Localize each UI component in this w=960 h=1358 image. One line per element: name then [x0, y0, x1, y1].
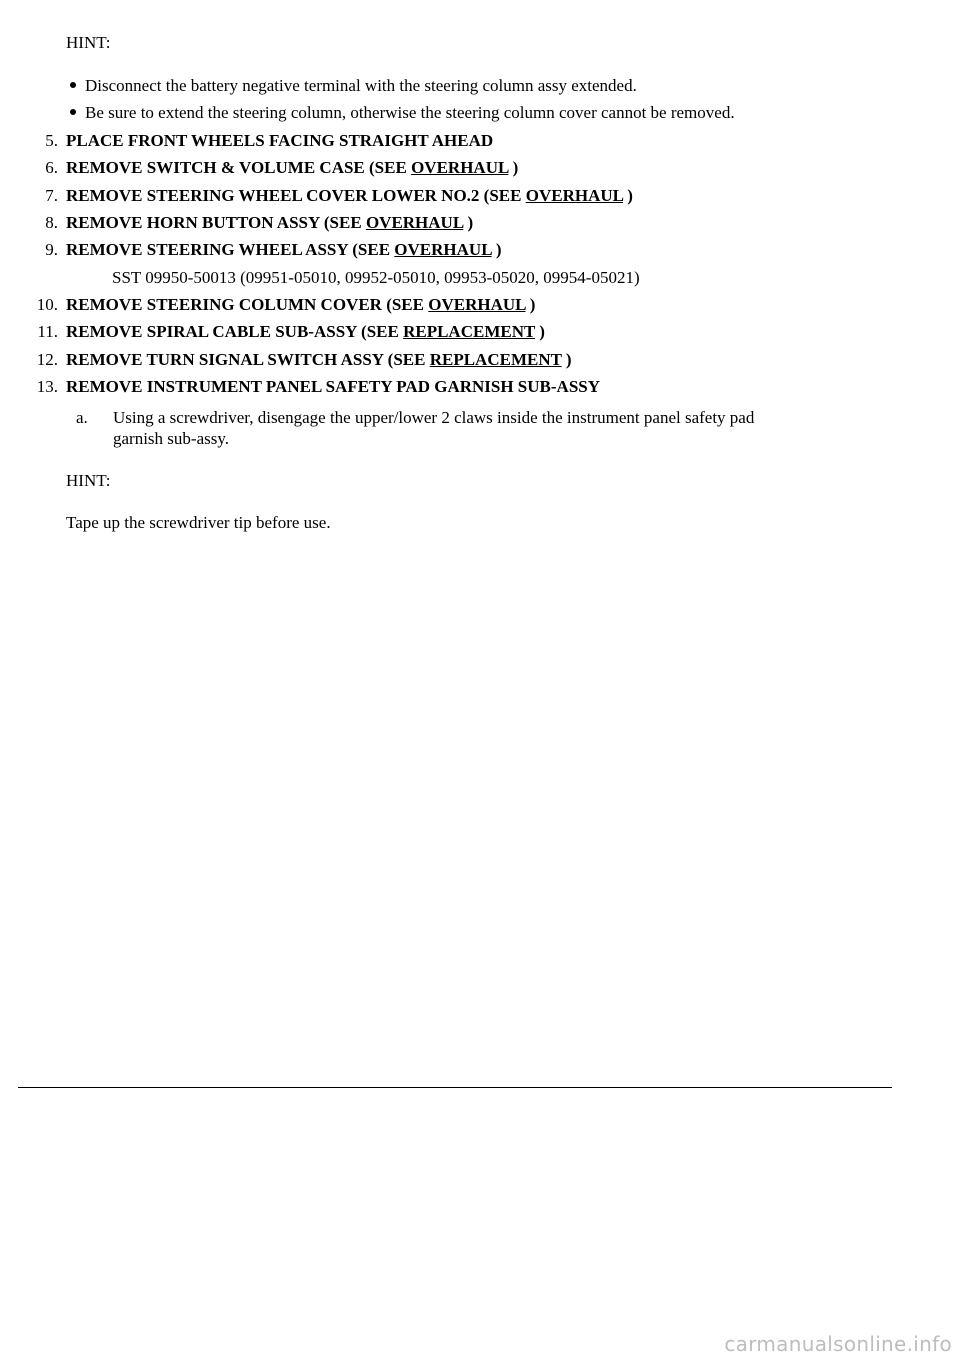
hint-label-bottom: HINT: — [66, 471, 111, 490]
hint-label-top: HINT: — [66, 33, 111, 52]
bullet-text-1: Disconnect the battery negative terminal with the steering column assy extended. — [85, 76, 637, 95]
bullet-dot-icon — [70, 109, 76, 115]
step-number: 8. — [45, 213, 58, 232]
step-number: 9. — [45, 240, 58, 259]
substep-text-line-2: garnish sub-assy. — [113, 429, 229, 448]
substep-label: a. — [76, 408, 88, 427]
replacement-link[interactable]: REPLACEMENT — [403, 322, 536, 341]
step-title: REMOVE STEERING WHEEL ASSY (SEE OVERHAUL ) — [66, 240, 502, 259]
step-number: 5. — [45, 131, 58, 150]
substep-text-line-1: Using a screwdriver, disengage the upper/lower 2 claws inside the instrument panel safety pad — [113, 408, 755, 427]
sst-note: SST 09950-50013 (09951-05010, 09952-05010, 09953-05020, 09954-05021) — [112, 268, 640, 287]
step-number: 6. — [45, 158, 58, 177]
bullet-item-2 — [70, 103, 735, 123]
replacement-link[interactable]: REPLACEMENT — [429, 350, 562, 369]
step-number: 12. — [36, 350, 58, 369]
bullet-dot-icon — [70, 82, 76, 88]
overhaul-link[interactable]: OVERHAUL — [428, 295, 526, 314]
hint-text-bottom: Tape up the screwdriver tip before use. — [66, 513, 331, 532]
bullet-text-2: Be sure to extend the steering column, otherwise the steering column cover cannot be removed. — [85, 103, 735, 122]
step-number: 13. — [36, 377, 58, 396]
bullet-item-1 — [70, 76, 637, 96]
site-watermark: carmanualsonline.info — [724, 1332, 952, 1356]
overhaul-link[interactable]: OVERHAUL — [411, 158, 509, 177]
step-number: 10. — [36, 295, 58, 314]
step-title: REMOVE INSTRUMENT PANEL SAFETY PAD GARNISH SUB-ASSY — [66, 377, 601, 396]
step-title: PLACE FRONT WHEELS FACING STRAIGHT AHEAD — [66, 131, 494, 150]
step-number: 7. — [45, 186, 58, 205]
step-title: REMOVE TURN SIGNAL SWITCH ASSY (SEE REPLACEMENT ) — [66, 350, 572, 369]
step-title: REMOVE STEERING WHEEL COVER LOWER NO.2 (SEE OVERHAUL ) — [66, 186, 633, 205]
step-number: 11. — [37, 322, 58, 341]
overhaul-link[interactable]: OVERHAUL — [394, 240, 492, 259]
step-title: REMOVE HORN BUTTON ASSY (SEE OVERHAUL ) — [66, 213, 474, 232]
overhaul-link[interactable]: OVERHAUL — [525, 186, 624, 205]
step-title: REMOVE SPIRAL CABLE SUB-ASSY (SEE REPLACEMENT ) — [66, 322, 545, 341]
horizontal-divider — [18, 1087, 892, 1088]
step-title: REMOVE SWITCH & VOLUME CASE (SEE OVERHAUL ) — [66, 158, 519, 177]
overhaul-link[interactable]: OVERHAUL — [365, 213, 464, 232]
step-title: REMOVE STEERING COLUMN COVER (SEE OVERHAUL ) — [66, 295, 536, 314]
